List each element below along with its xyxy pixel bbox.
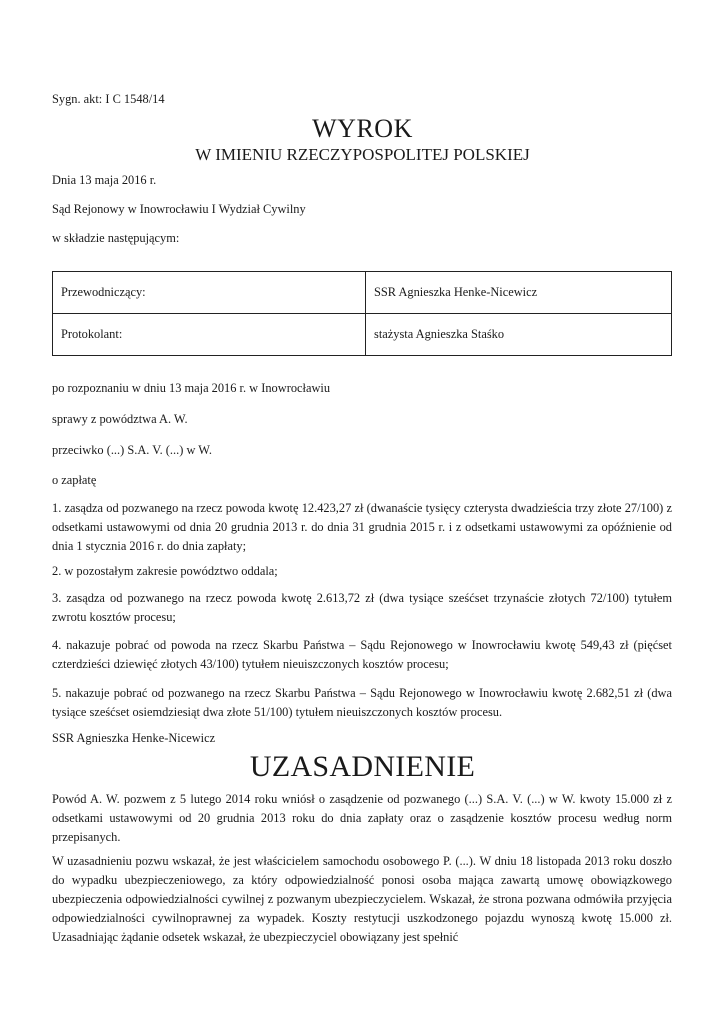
panel-role: Protokolant: — [53, 314, 366, 356]
justification-paragraph: W uzasadnieniu pozwu wskazał, że jest właścicielem samochodu osobowego P. (...). W dniu 18 listopada 2013 roku doszło do wypadku ubezpieczeniowego, za który odpowiedzialność ponosi osoba mająca zawartą umowę obowiązkowego ubezpieczenia odpowiedzialności cywilnej z pozwanym ubezpieczycielem. Wskazał, że strona pozwana odmówiła przyjęcia odpowiedzialności cywilnoprawnej za wypadek. Koszty restytucji uszkodzonego pojazdu wynoszą kwotę 15.000 zł. Uzasadniając żądanie odsetek wskazał, że ubezpieczyciel obowiązany jest spełnić — [52, 854, 672, 944]
proceedings-case: sprawy z powództwa A. W. — [52, 412, 188, 426]
panel-person: stażysta Agnieszka Staśko — [366, 314, 672, 356]
justification-paragraph: Powód A. W. pozwem z 5 lutego 2014 roku wniósł o zasądzenie od pozwanego (...) S.A. V. (...) w W. kwoty 15.000 zł z odsetkami ustawowymi od 20 grudnia 2013 roku do dnia zapłaty oraz o zasądzenie kosztów procesu według norm przepisanych. — [52, 792, 672, 844]
ruling-item: 5. nakazuje pobrać od pozwanego na rzecz Skarbu Państwa – Sądu Rejonowego w Inowrocławiu kwotę 2.682,51 zł (dwa tysiące sześćset osiemdziesiąt dwa złote 51/100) tytułem nieuiszczonych kosztów procesu. — [52, 686, 672, 719]
table-row — [53, 314, 672, 356]
table-row — [53, 272, 672, 314]
panel-person: SSR Agnieszka Henke-Nicewicz — [366, 272, 672, 314]
proceedings-subject: o zapłatę — [52, 473, 97, 487]
proceedings-heard: po rozpoznaniu w dniu 13 maja 2016 r. w Inowrocławiu — [52, 381, 331, 395]
document-title: WYROK — [312, 114, 413, 143]
ruling-item: 4. nakazuje pobrać od powoda na rzecz Skarbu Państwa – Sądu Rejonowego w Inowrocławiu kwotę 549,43 zł (pięćset czterdzieści dziewięć złotych 43/100) tytułem nieuiszczonych kosztów procesu; — [52, 638, 672, 671]
case-number: Sygn. akt: I C 1548/14 — [52, 92, 165, 106]
judgment-date: Dnia 13 maja 2016 r. — [52, 173, 157, 187]
justification-heading: UZASADNIENIE — [249, 750, 476, 783]
court-name: Sąd Rejonowy w Inowrocławiu I Wydział Cywilny — [52, 202, 306, 216]
ruling-item: 3. zasądza od pozwanego na rzecz powoda kwotę 2.613,72 zł (dwa tysiące sześćset trzynaście złotych 72/100) tytułem zwrotu kosztów procesu; — [52, 591, 672, 624]
document-subtitle: W IMIENIU RZECZYPOSPOLITEJ POLSKIEJ — [195, 145, 530, 164]
composition-intro: w składzie następującym: — [52, 231, 180, 245]
panel-role: Przewodniczący: — [53, 272, 366, 314]
ruling-item: 1. zasądza od pozwanego na rzecz powoda kwotę 12.423,27 zł (dwanaście tysięcy czterysta dwadzieścia trzy złote 27/100) z odsetkami ustawowymi od dnia 20 grudnia 2013 r. do dnia 31 grudnia 2015 r. i z odsetkami ustawowymi za opóźnienie od dnia 1 stycznia 2016 r. do dnia zapłaty; — [52, 501, 672, 553]
proceedings-against: przeciwko (...) S.A. V. (...) w W. — [52, 443, 212, 457]
judge-signature: SSR Agnieszka Henke-Nicewicz — [52, 731, 216, 745]
ruling-item: 2. w pozostałym zakresie powództwo oddala; — [52, 564, 278, 578]
panel-table — [52, 271, 672, 356]
